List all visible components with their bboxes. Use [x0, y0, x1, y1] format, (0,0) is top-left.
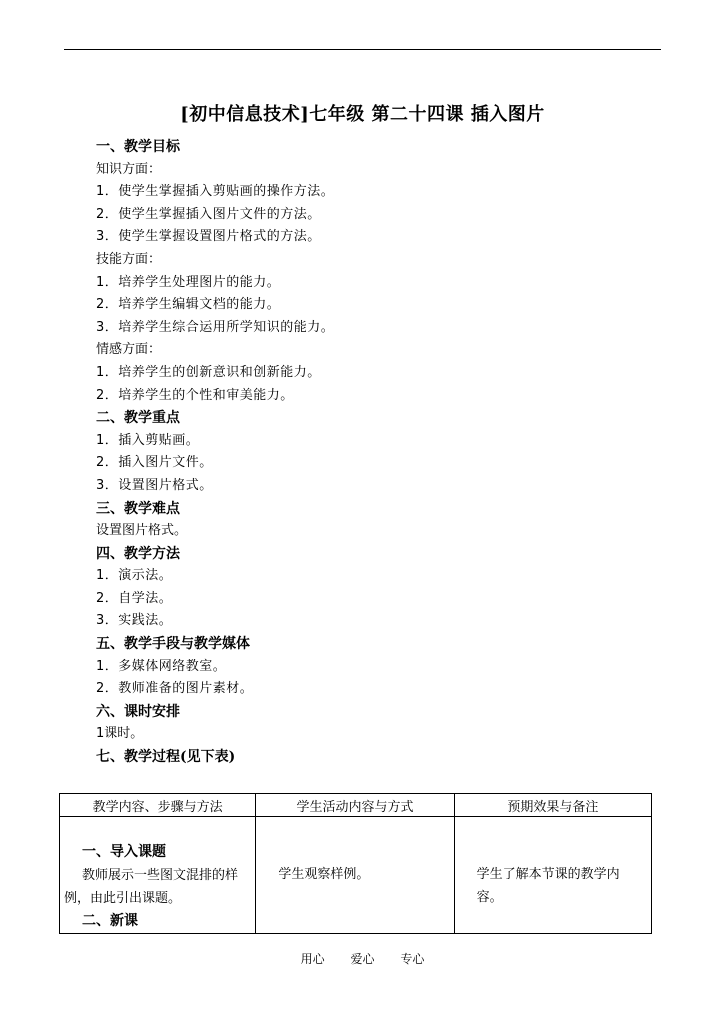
- table-cell-teaching-content: [60, 817, 256, 934]
- table-row: [60, 817, 652, 934]
- table-header-row: [60, 794, 652, 817]
- table-header-cell: 教学内容、步骤与方法: [60, 794, 256, 817]
- section-heading: 五、教学手段与教学媒体: [96, 636, 250, 653]
- cell-text: 教师展示一些图文混排的样例，由此引出课题。: [64, 868, 239, 906]
- cell-text: 学生观察样例。: [278, 867, 370, 882]
- document-title: [初中信息技术]七年级 第二十四课 插入图片: [180, 104, 545, 125]
- list-item: 3．实践法。: [96, 613, 173, 629]
- list-item: 2．教师准备的图片素材。: [96, 681, 254, 697]
- list-item: 1．演示法。: [96, 568, 173, 584]
- footer-word: 专心: [400, 952, 425, 966]
- page-footer: [0, 950, 725, 967]
- list-item: 1．多媒体网络教室。: [96, 658, 227, 674]
- list-item: 2．使学生掌握插入图片文件的方法。: [96, 206, 321, 222]
- cell-text: 学生了解本节课的教学内容。: [476, 867, 620, 905]
- section-heading: 二、新课: [82, 913, 138, 929]
- section-heading: 三、教学难点: [96, 500, 180, 517]
- footer-word: 爱心: [350, 952, 375, 966]
- section-heading: 六、课时安排: [96, 703, 180, 720]
- section-heading: 四、教学方法: [96, 545, 180, 562]
- footer-word: 用心: [300, 952, 325, 966]
- paragraph-text: 情感方面：: [96, 342, 162, 358]
- list-item: 1．培养学生处理图片的能力。: [96, 274, 281, 290]
- list-item: 1．插入剪贴画。: [96, 432, 200, 448]
- list-item: 1．培养学生的创新意识和创新能力。: [96, 364, 321, 380]
- list-item: 3．设置图片格式。: [96, 477, 213, 493]
- list-item: 2．培养学生的个性和审美能力。: [96, 387, 294, 403]
- header-rule: [64, 49, 661, 50]
- list-item: 2．自学法。: [96, 590, 173, 606]
- table-header-cell: 预期效果与备注: [454, 794, 651, 817]
- lesson-plan-body: [96, 136, 656, 769]
- list-item: 3．培养学生综合运用所学知识的能力。: [96, 319, 335, 335]
- table-cell-student-activity: [256, 817, 454, 934]
- paragraph-text: 知识方面：: [96, 161, 162, 177]
- list-item: 3．使学生掌握设置图片格式的方法。: [96, 229, 321, 245]
- table-header-cell: 学生活动内容与方式: [256, 794, 454, 817]
- paragraph-text: 技能方面：: [96, 251, 162, 267]
- teaching-process-table: [59, 793, 652, 934]
- list-item: 2．培养学生编辑文档的能力。: [96, 297, 281, 313]
- section-heading: 一、导入课题: [82, 844, 166, 860]
- section-heading: 一、教学目标: [96, 139, 180, 155]
- paragraph-text: 1课时。: [96, 726, 144, 742]
- section-heading: 二、教学重点: [96, 410, 180, 427]
- list-item: 1．使学生掌握插入剪贴画的操作方法。: [96, 184, 335, 200]
- list-item: 2．插入图片文件。: [96, 455, 213, 471]
- table-cell-expected-effect: [454, 817, 651, 934]
- section-heading: 七、教学过程(见下表): [96, 749, 236, 766]
- paragraph-text: 设置图片格式。: [96, 523, 188, 539]
